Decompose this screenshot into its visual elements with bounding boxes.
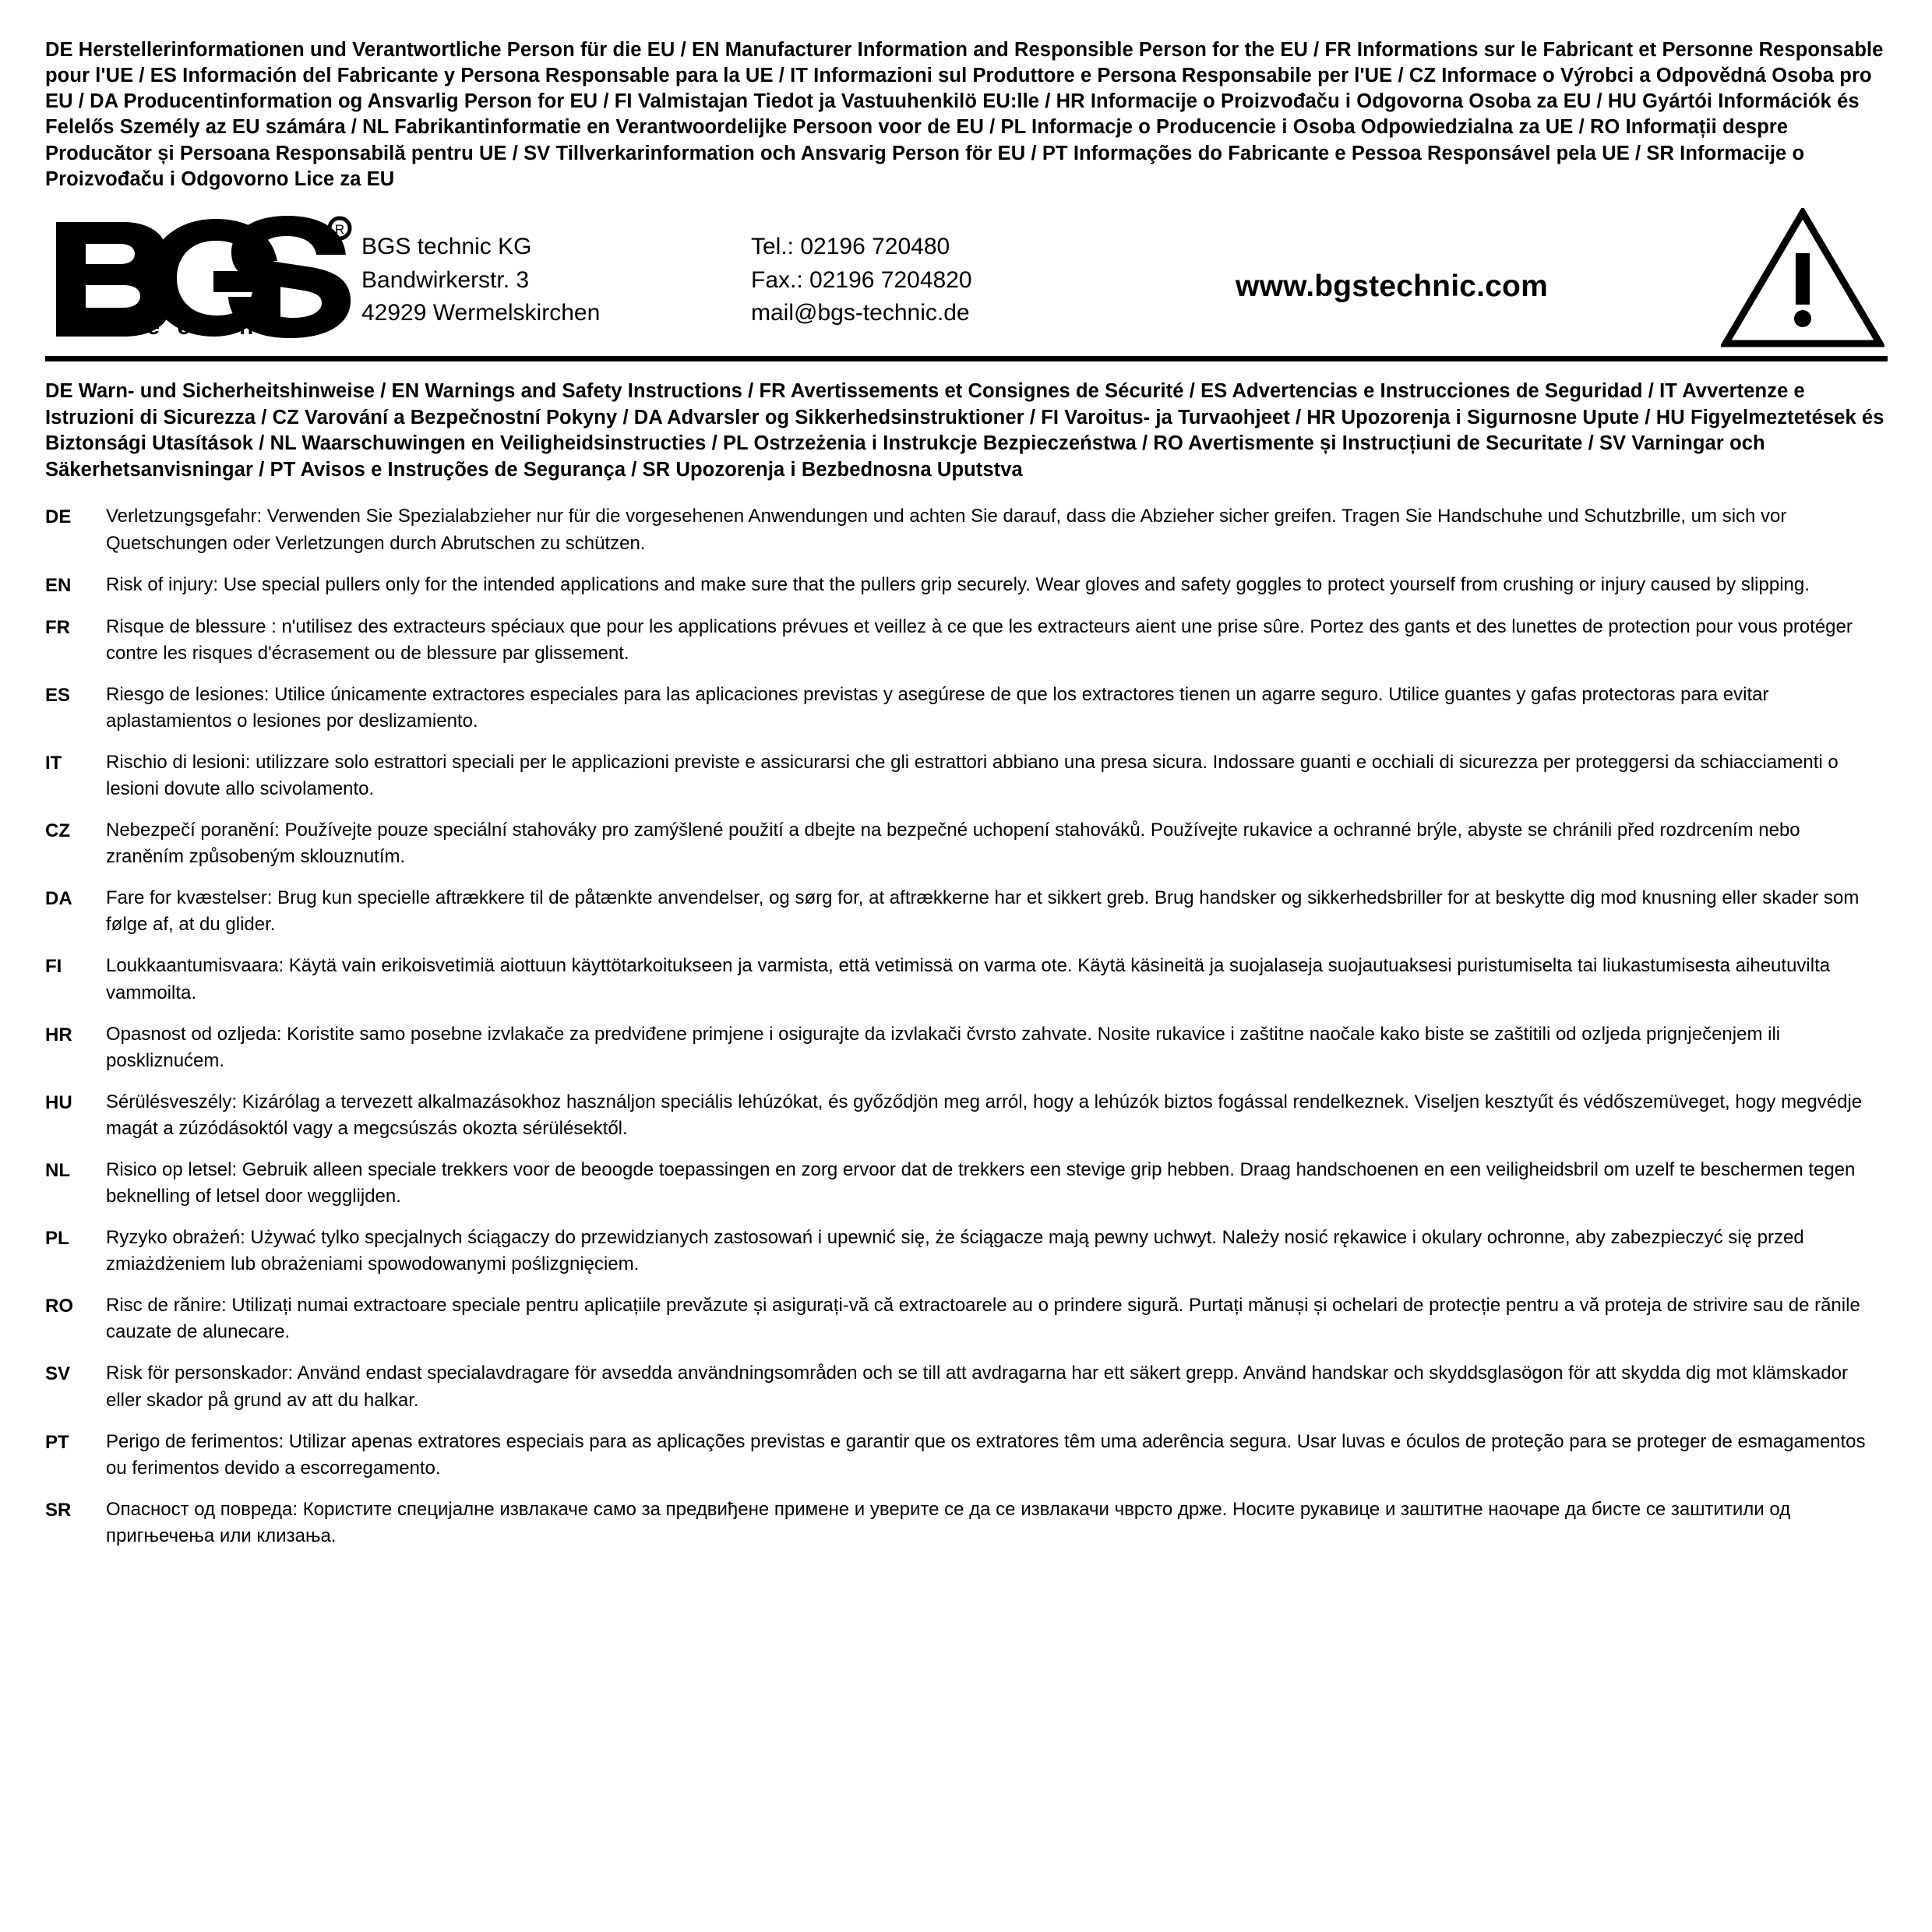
company-contact	[751, 226, 1094, 330]
list-item	[45, 1157, 1888, 1210]
company-fax: Fax.: 02196 7204820	[751, 266, 972, 293]
list-item	[45, 1360, 1888, 1413]
lang-text: Опасност од повреда: Користите специјалне извлакаче само за предвиђене примене и уверите се да се извлакачи чврсто држе. Носите рукавице и заштитне наочаре да бисте се заштитили од пригњечења или клизања.	[106, 1498, 1791, 1546]
company-address	[361, 226, 751, 330]
lang-code: HR	[45, 1024, 72, 1045]
company-city: 42929 Wermelskirchen	[361, 300, 601, 326]
lang-code: FI	[45, 956, 62, 978]
lang-code: DE	[45, 506, 72, 528]
lang-text: Risk of injury: Use special pullers only for the intended applications and make sure that the pullers grip securely. Wear gloves and safety goggles to protect yourself from crushing or injury caused by slipping.	[106, 573, 1810, 595]
list-item	[45, 953, 1888, 1006]
lang-text: Loukkaantumisvaara: Käytä vain erikoisvetimiä aiottuun käyttötarkoitukseen ja varmista, että vetimissä on varma ote. Käytä käsineitä ja suojalaseja suojautuaksesi puristumiselta tai liukastumisesta aiheutuvilta vammoilta.	[106, 955, 1831, 1003]
lang-code: EN	[45, 574, 72, 596]
list-item	[45, 885, 1888, 938]
lang-code: FR	[45, 616, 70, 638]
lang-text: Fare for kvæstelser: Brug kun specielle aftrækkere til de påtænkte anvendelser, og sørg for, at aftrækkerne har et sikkert greb. Brug handsker og sikkerhedsbriller for at beskytte dig mod knusning eller skader som følge af, at du glider.	[106, 887, 1860, 936]
lang-code: ES	[45, 684, 71, 706]
lang-code: SV	[45, 1363, 71, 1385]
svg-text:t e c h n i c: t e c h n i c	[122, 313, 314, 340]
lang-code: PT	[45, 1431, 69, 1453]
lang-code: HU	[45, 1091, 72, 1113]
lang-text: Rischio di lesioni: utilizzare solo estrattori speciali per le applicazioni previste e assicurarsi che gli estrattori abbiano una presa sicura. Indossare guanti e occhiali di sicurezza per proteggersi da schiacciamenti o lesioni dovute allo scivolamento.	[106, 752, 1839, 800]
list-item	[45, 682, 1888, 735]
lang-code: CZ	[45, 820, 70, 842]
lang-text: Risk för personskador: Använd endast specialavdragare för avsedda användningsområden och se till att avdragarna har ett säkert grepp. Använd handskar och skyddsglasögon för att skydda dig mot klämskador eller skador på grund av att du halkar.	[106, 1363, 1848, 1411]
manufacturer-info-heading: DE Herstellerinformationen und Verantwortliche Person für die EU / EN Manufacturer Information and Responsible Person for the EU / FR Informations sur le Fabricant et Personne Responsable pour l'UE / ES Información del Fabricante y Persona Responsable para la UE / IT Informazioni sul Produttore e Persona Responsabile per l'UE / CZ Informace o Výrobci a Odpovědná Osoba pro EU / DA Producentinformation og Ansvarlig Person for EU / FI Valmistajan Tiedot ja Vastuuhenkilö EU:lle / HR Informacije o Proizvođaču i Odgovorna Osoba za EU / HU Gyártói Információk és Felelős Személy az EU számára / NL Fabrikantinformatie en Verantwoordelijke Persoon voor de EU / PL Informacje o Producencie i Osoba Odpowiedzialna za UE / RO Informații despre Producător și Persoana Responsabilă pentru UE / SV Tillverkarinformation och Ansvarig Person för EU / PT Informações do Fabricante e Pessoa Responsável pela UE / SR Informacije o Proizvođaču i Odgovorno Lice za EU	[45, 39, 1884, 190]
lang-text: Risque de blessure : n'utilisez des extracteurs spéciaux que pour les applications prévues et veillez à ce que les extracteurs aient une prise sûre. Portez des gants et des lunettes de protection pour vous protéger contre les risques d'écrasement ou de blessure par glissement.	[106, 615, 1853, 664]
lang-text: Risc de rănire: Utilizați numai extractoare speciale pentru aplicațiile prevăzute și asigurați-vă că extractoarele au o prindere sigură. Purtați mănuși și ochelari de protecție pentru a vă proteja de strivire sau de rănile cauzate de alunecare.	[106, 1295, 1860, 1343]
list-item	[45, 1021, 1888, 1074]
company-name: BGS technic KG	[361, 233, 532, 259]
warnings-section-title: DE Warn- und Sicherheitshinweise / EN Warnings and Safety Instructions / FR Avertissements et Consignes de Sécurité / ES Advertencias e Instrucciones de Seguridad / IT Avvertenze e Istruzioni di Sicurezza / CZ Varování a Bezpečnostní Pokyny / DA Advarsler og Sikkerhedsinstruktioner / FI Varoitus- ja Turvaohjeet / HR Upozorenja i Sigurnosne Upute / HU Figyelmeztetések és Biztonsági Utasítások / NL Waarschuwingen en Veiligheidsinstructies / PL Ostrzeżenia i Instrukcje Bezpieczeństwa / RO Avertismente și Instrucțiuni de Securitate / SV Varningar och Säkerhetsanvisningar / PT Avisos e Instruções de Segurança / SR Upozorenja i Bezbednosna Uputstva	[45, 379, 1884, 481]
bgs-logo	[45, 216, 361, 340]
list-item	[45, 749, 1888, 802]
list-item	[45, 1225, 1888, 1278]
lang-code: RO	[45, 1296, 73, 1317]
company-street: Bandwirkerstr. 3	[361, 266, 530, 293]
lang-code: NL	[45, 1159, 70, 1181]
list-item	[45, 614, 1888, 667]
lang-code: DA	[45, 888, 72, 910]
lang-text: Sérülésveszély: Kizárólag a tervezett alkalmazásokhoz használjon speciális lehúzókat, és győződjön meg arról, hogy a lehúzók biztos fogással rendelkeznek. Viseljen kesztyűt és védőszemüveget, hogy megvédje magát a zúzódásoktól vagy a megcsúszás okozta sérülésektől.	[106, 1091, 1863, 1139]
lang-code: PL	[45, 1228, 69, 1250]
company-email[interactable]: mail@bgs-technic.de	[751, 300, 970, 326]
lang-text: Risico op letsel: Gebruik alleen speciale trekkers voor de beoogde toepassingen en zorg ervoor dat de trekkers een stevige grip hebben. Draag handschoenen en een veiligheidsbril om uzelf te beschermen tegen beknelling of letsel door wegglijden.	[106, 1158, 1856, 1208]
lang-text: Riesgo de lesiones: Utilice únicamente extractores especiales para las aplicaciones previstas y asegúrese de que los extractores tienen un agarre seguro. Utilice guantes y gafas protectoras para evitar aplastamientos o lesiones por deslizamiento.	[106, 683, 1769, 732]
lang-text: Nebezpečí poranění: Používejte pouze speciální stahováky pro zamýšlené použití a dbejte na bezpečné uchopení stahováků. Používejte rukavice a ochranné brýle, abyste se chránili před rozdrcením nebo zraněním způsobeným sklouznutím.	[106, 820, 1800, 868]
lang-text: Opasnost od ozljeda: Koristite samo posebne izvlakače za predviđene primjene i osigurajte da izvlakači čvrsto zahvate. Nosite rukavice i zaštitne naočale kako biste se zaštitili od ozljeda prignječenjem ili poskliznućem.	[106, 1023, 1781, 1071]
company-header-band	[45, 203, 1888, 361]
list-item	[45, 1429, 1888, 1482]
lang-code: SR	[45, 1499, 72, 1521]
lang-code: IT	[45, 753, 62, 774]
list-item	[45, 1292, 1888, 1345]
lang-text: Perigo de ferimentos: Utilizar apenas extratores especiais para as aplicações previstas e garantir que os extratores têm uma aderência segura. Usar luvas e óculos de proteção para se proteger de esmagamentos ou ferimentos devido a escorregamento.	[106, 1430, 1866, 1479]
list-item	[45, 1089, 1888, 1142]
list-item	[45, 503, 1888, 556]
lang-text: Ryzyko obrażeń: Używać tylko specjalnych ściągaczy do przewidzianych zastosowań i upewnić się, że ściągacze mają pewny uchwyt. Należy nosić rękawice i okulary ochronne, aby zabezpieczyć się przed zmiażdżeniem lub obrażeniami spowodowanymi poślizgnięciem.	[106, 1227, 1804, 1275]
company-tel: Tel.: 02196 720480	[751, 233, 950, 259]
warning-triangle-icon	[1690, 208, 1888, 348]
lang-text: Verletzungsgefahr: Verwenden Sie Spezialabzieher nur für die vorgesehenen Anwendungen und achten Sie darauf, dass die Abzieher sicher greifen. Tragen Sie Handschuhe und Schutzbrille, um sich vor Quetschungen oder Verletzungen durch Abrutschen zu schützen.	[106, 506, 1787, 554]
company-website[interactable]: www.bgstechnic.com	[1236, 269, 1548, 303]
list-item	[45, 1497, 1888, 1549]
svg-text:R: R	[334, 221, 345, 237]
list-item	[45, 817, 1888, 870]
list-item	[45, 572, 1888, 599]
warnings-list	[45, 503, 1888, 1549]
